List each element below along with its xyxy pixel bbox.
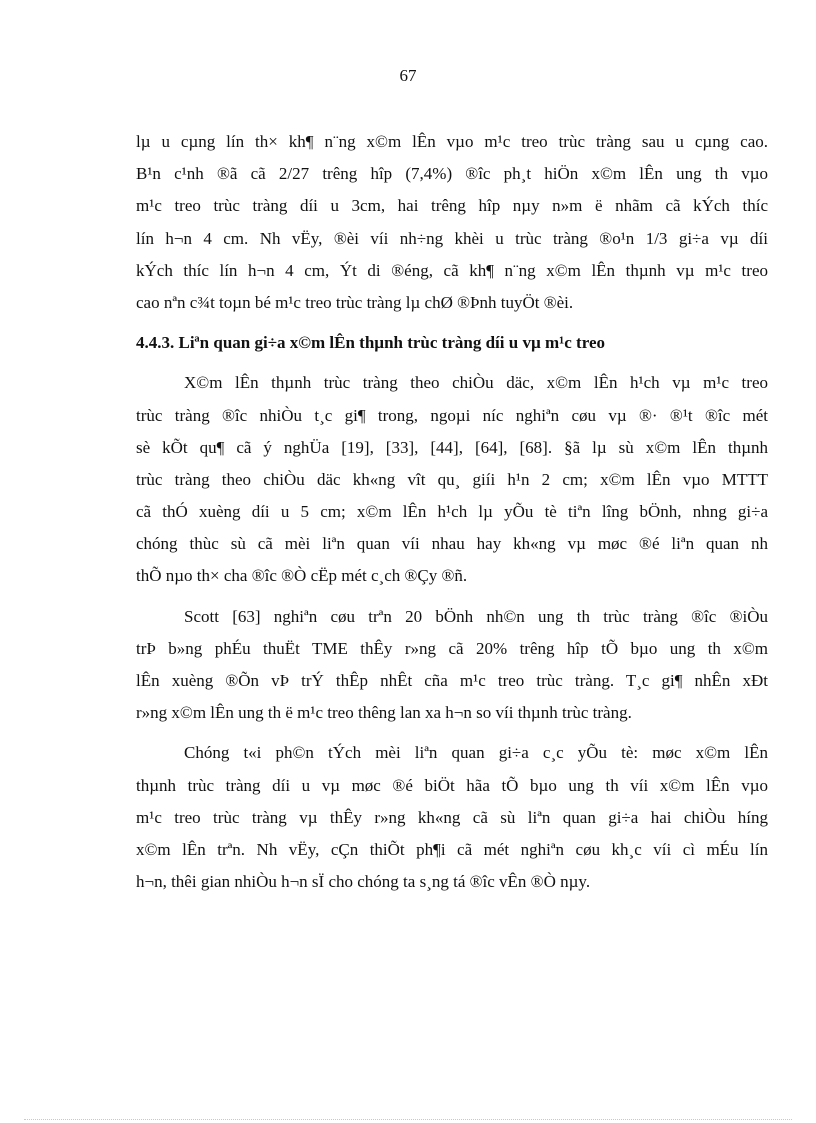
text-line: m¹c treo trùc tràng díi u 3cm, hai trêng hîp nµy n»m ë nhãm cã kÝch thíc bbox=[136, 196, 768, 216]
text-line: h¬n, thêi gian nhiÒu h¬n sÏ cho chóng ta s¸ng tá ®îc vÊn ®Ò nµy. bbox=[136, 872, 591, 892]
section-heading: 4.4.3. Liªn quan gi÷a x©m lÊn thµnh trùc tràng díi u vµ m¹c treo bbox=[136, 333, 605, 353]
footer-dotted-rule bbox=[24, 1119, 792, 1120]
text-line: x©m lÊn trªn. Nh vËy, cÇn thiÕt ph¶i cã mét nghiªn cøu kh¸c víi cì mÉu lín bbox=[136, 839, 768, 859]
text-line: cao nªn c¾t toµn bé m¹c treo trùc tràng lµ chØ ®Þnh tuyÖt ®èi. bbox=[136, 292, 574, 312]
paragraph-4 bbox=[136, 737, 768, 898]
text-line: lín h¬n 4 cm. Nh vËy, ®èi víi nh÷ng khèi u trùc tràng ®o¹n 1/3 gi÷a vµ díi bbox=[136, 228, 768, 248]
paragraph-3 bbox=[136, 601, 768, 730]
text-line: B¹n c¹nh ®ã cã 2/27 trêng hîp (7,4%) ®îc ph¸t hiÖn x©m lÊn ung th vµo bbox=[136, 164, 768, 184]
paragraph-1 bbox=[136, 126, 768, 319]
text-line: trùc tràng theo chiÒu däc kh«ng vît qu¸ giíi h¹n 2 cm; x©m lÊn vµo MTTT bbox=[136, 469, 768, 489]
text-line: cã thÓ xuèng díi u 5 cm; x©m lÊn h¹ch lµ yÕu tè tiªn lîng bÖnh, nhng gi÷a bbox=[136, 502, 768, 522]
text-line: sè kÕt qu¶ cã ý nghÜa [19], [33], [44], [64], [68]. §ã lµ sù x©m lÊn thµnh bbox=[136, 437, 768, 457]
text-line: thÕ nµo th× cha ®îc ®Ò cËp mét c¸ch ®Çy ®ñ. bbox=[136, 566, 468, 586]
text-line: lµ u cµng lín th× kh¶ n¨ng x©m lÊn vµo m¹c treo trùc tràng sau u cµng cao. bbox=[136, 132, 768, 151]
text-line: X©m lÊn thµnh trùc tràng theo chiÒu däc, x©m lÊn h¹ch vµ m¹c treo bbox=[184, 373, 768, 393]
text-line: trùc tràng ®îc nhiÒu t¸c gi¶ trong, ngoµi níc nghiªn cøu vµ ®· ®¹t ®îc mét bbox=[136, 405, 768, 425]
text-line: Chóng t«i ph©n tÝch mèi liªn quan gi÷a c¸c yÕu tè: møc x©m lÊn bbox=[184, 743, 768, 763]
text-line: lÊn xuèng ®Õn vÞ trÝ thÊp nhÊt cña m¹c treo trùc tràng. T¸c gi¶ nhÊn xÐt bbox=[136, 671, 768, 690]
text-line: trÞ b»ng phÉu thuËt TME thÊy r»ng cã 20% trêng hîp tÕ bµo ung th x©m bbox=[136, 638, 768, 658]
text-line: r»ng x©m lÊn ung th ë m¹c treo thêng lan xa h¬n so víi thµnh trùc tràng. bbox=[136, 703, 632, 723]
text-line: thµnh trùc tràng díi u vµ møc ®é biÖt hãa tÕ bµo ung th víi x©m lÊn vµo bbox=[136, 775, 768, 795]
paragraph-2 bbox=[136, 367, 768, 592]
text-line: Scott [63] nghiªn cøu trªn 20 bÖnh nh©n ung th trùc tràng ®îc ®iÒu bbox=[184, 606, 768, 626]
document-body bbox=[136, 126, 768, 906]
text-line: chóng thùc sù cã mèi liªn quan víi nhau hay kh«ng vµ møc ®é liªn quan nh bbox=[136, 534, 768, 554]
text-line: kÝch thíc lín h¬n 4 cm, Ýt di ®éng, cã kh¶ n¨ng x©m lÊn thµnh vµ m¹c treo bbox=[136, 260, 768, 280]
text-line: m¹c treo trùc tràng vµ thÊy r»ng kh«ng cã sù liªn quan gi÷a hai chiÒu híng bbox=[136, 807, 768, 827]
page-number: 67 bbox=[399, 66, 417, 85]
